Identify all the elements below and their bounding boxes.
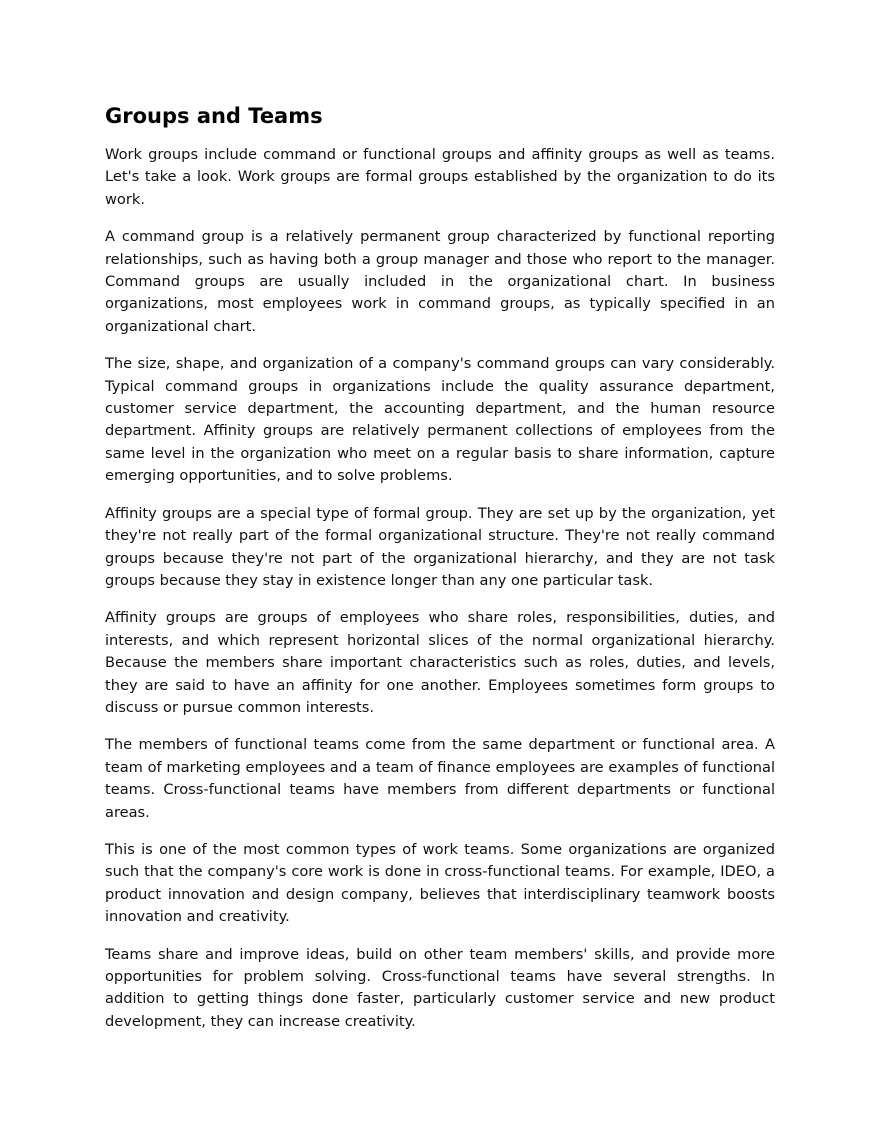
- paragraph: Teams share and improve ideas, build on other team members' skills, and provide more opportunities for problem solving. Cross-functional teams have several strengths. In addition to getting things done faster, particularly customer service and new product development, they can increase creativity.: [105, 945, 775, 1030]
- document-page: [105, 101, 775, 1048]
- paragraph: Work groups include command or functional groups and affinity groups as well as teams. Let's take a look. Work groups are formal groups established by the organization to do its work.: [105, 146, 775, 208]
- paragraph: This is one of the most common types of work teams. Some organizations are organized such that the company's core work is done in cross-functional teams. For example, IDEO, a product innovation and design company, believes that interdisciplinary teamwork boosts innovation and creativity.: [105, 840, 775, 926]
- paragraph: Affinity groups are groups of employees who share roles, responsibilities, duties, and interests, and which represent horizontal slices of the normal organizational hierarchy. Because the members share important characteristics such as roles, duties, and levels, they are said to have an affinity for one another. Employees sometimes form groups to discuss or pursue common interests.: [105, 609, 775, 716]
- page-title: Groups and Teams: [105, 104, 323, 128]
- paragraph: A command group is a relatively permanent group characterized by functional reporting relationships, such as having both a group manager and those who report to the manager. Command groups are usually included in the organizational chart. In business organizations, most employees work in command groups, as typically specified in an organizational chart.: [105, 228, 775, 335]
- paragraph: Affinity groups are a special type of formal group. They are set up by the organization, yet they're not really part of the formal organizational structure. They're not really command groups because they're not part of the organizational hierarchy, and they are not task groups because they stay in existence longer than any one particular task.: [105, 504, 775, 589]
- paragraph: The size, shape, and organization of a company's command groups can vary considerably. Typical command groups in organizations include the quality assurance department, customer service department, the accounting department, and the human resource department. Affinity groups are relatively permanent collections of employees from the same level in the organization who meet on a regular basis to share information, capture emerging opportunities, and to solve problems.: [105, 355, 775, 485]
- paragraph: The members of functional teams come from the same department or functional area. A team of marketing employees and a team of finance employees are examples of functional teams. Cross-functional teams have members from different departments or functional areas.: [105, 736, 775, 821]
